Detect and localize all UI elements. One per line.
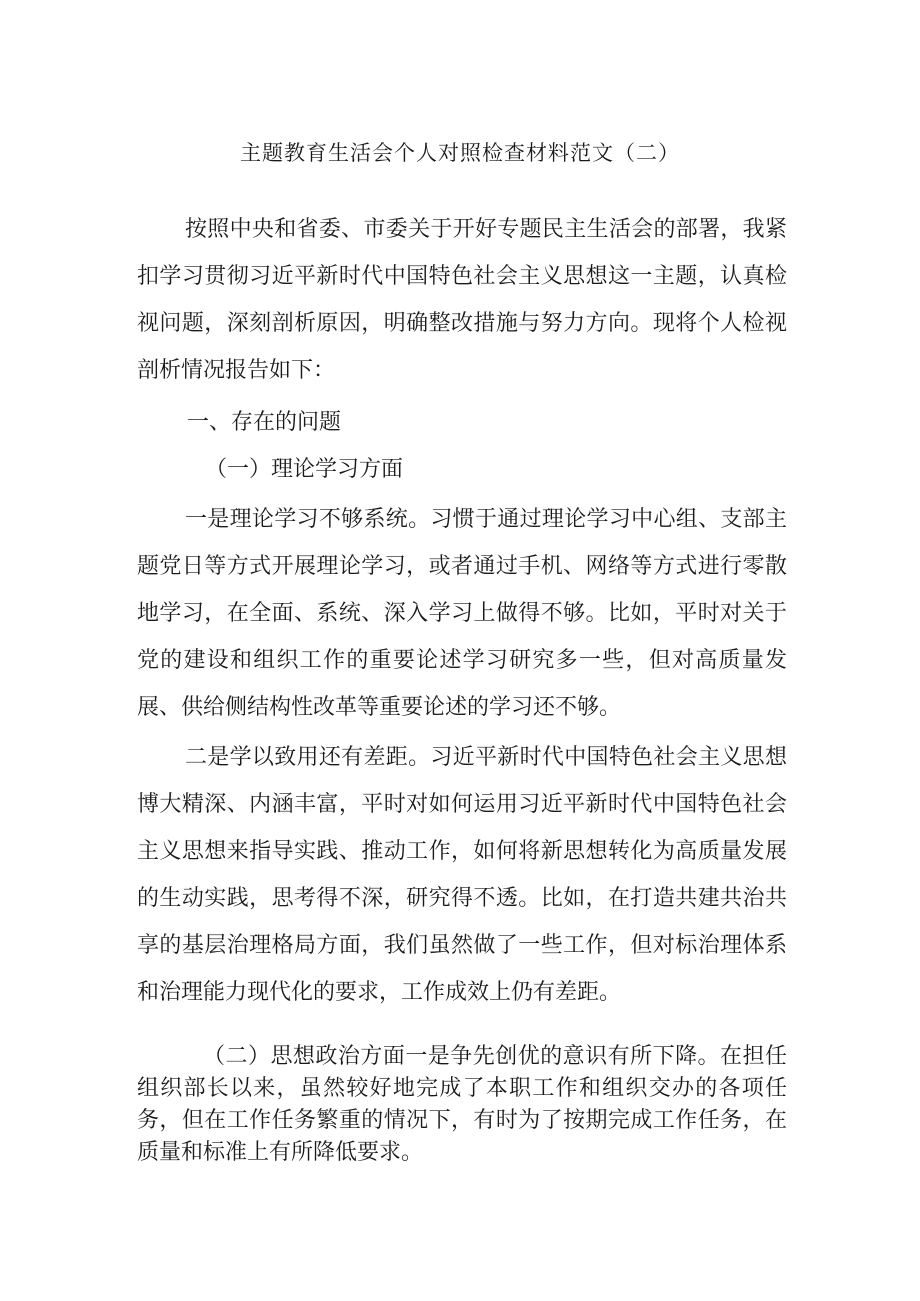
paragraph-political-thought: （二）思想政治方面一是争先创优的意识有所下降。在担任组织部长以来，虽然较好地完成了本职工作和组织交办的各项任务，但在工作任务繁重的情况下，有时为了按期完成工作任务，在质量和标准上有所降低要求。 [137, 1044, 787, 1165]
section-heading-problems: 一、存在的问题 [187, 410, 342, 435]
subsection-heading-theory-study: （一）理论学习方面 [205, 457, 404, 482]
paragraph-theory-study-not-systematic: 一是理论学习不够系统。习惯于通过理论学习中心组、支部主题党日等方式开展理论学习，或者通过手机、网络等方式进行零散地学习，在全面、系统、深入学习上做得不够。比如，平时对关于党的建设和组织工作的重要论述学习研究多一些，但对高质量发展、供给侧结构性改革等重要论述的学习还不够。 [137, 507, 787, 720]
intro-paragraph: 按照中央和省委、市委关于开好专题民主生活会的部署，我紧扣学习贯彻习近平新时代中国特色社会主义思想这一主题，认真检视问题，深刻剖析原因，明确整改措施与努力方向。现将个人检视剖析情况报告如下： [137, 217, 787, 383]
document-title: 主题教育生活会个人对照检查材料范文（二） [240, 141, 680, 165]
paragraph-application-gap: 二是学以致用还有差距。习近平新时代中国特色社会主义思想博大精深、内涵丰富，平时对如何运用习近平新时代中国特色社会主义思想来指导实践、推动工作，如何将新思想转化为高质量发展的生动实践，思考得不深，研究得不透。比如，在打造共建共治共享的基层治理格局方面，我们虽然做了一些工作，但对标治理体系和治理能力现代化的要求，工作成效上仍有差距。 [137, 745, 787, 1005]
